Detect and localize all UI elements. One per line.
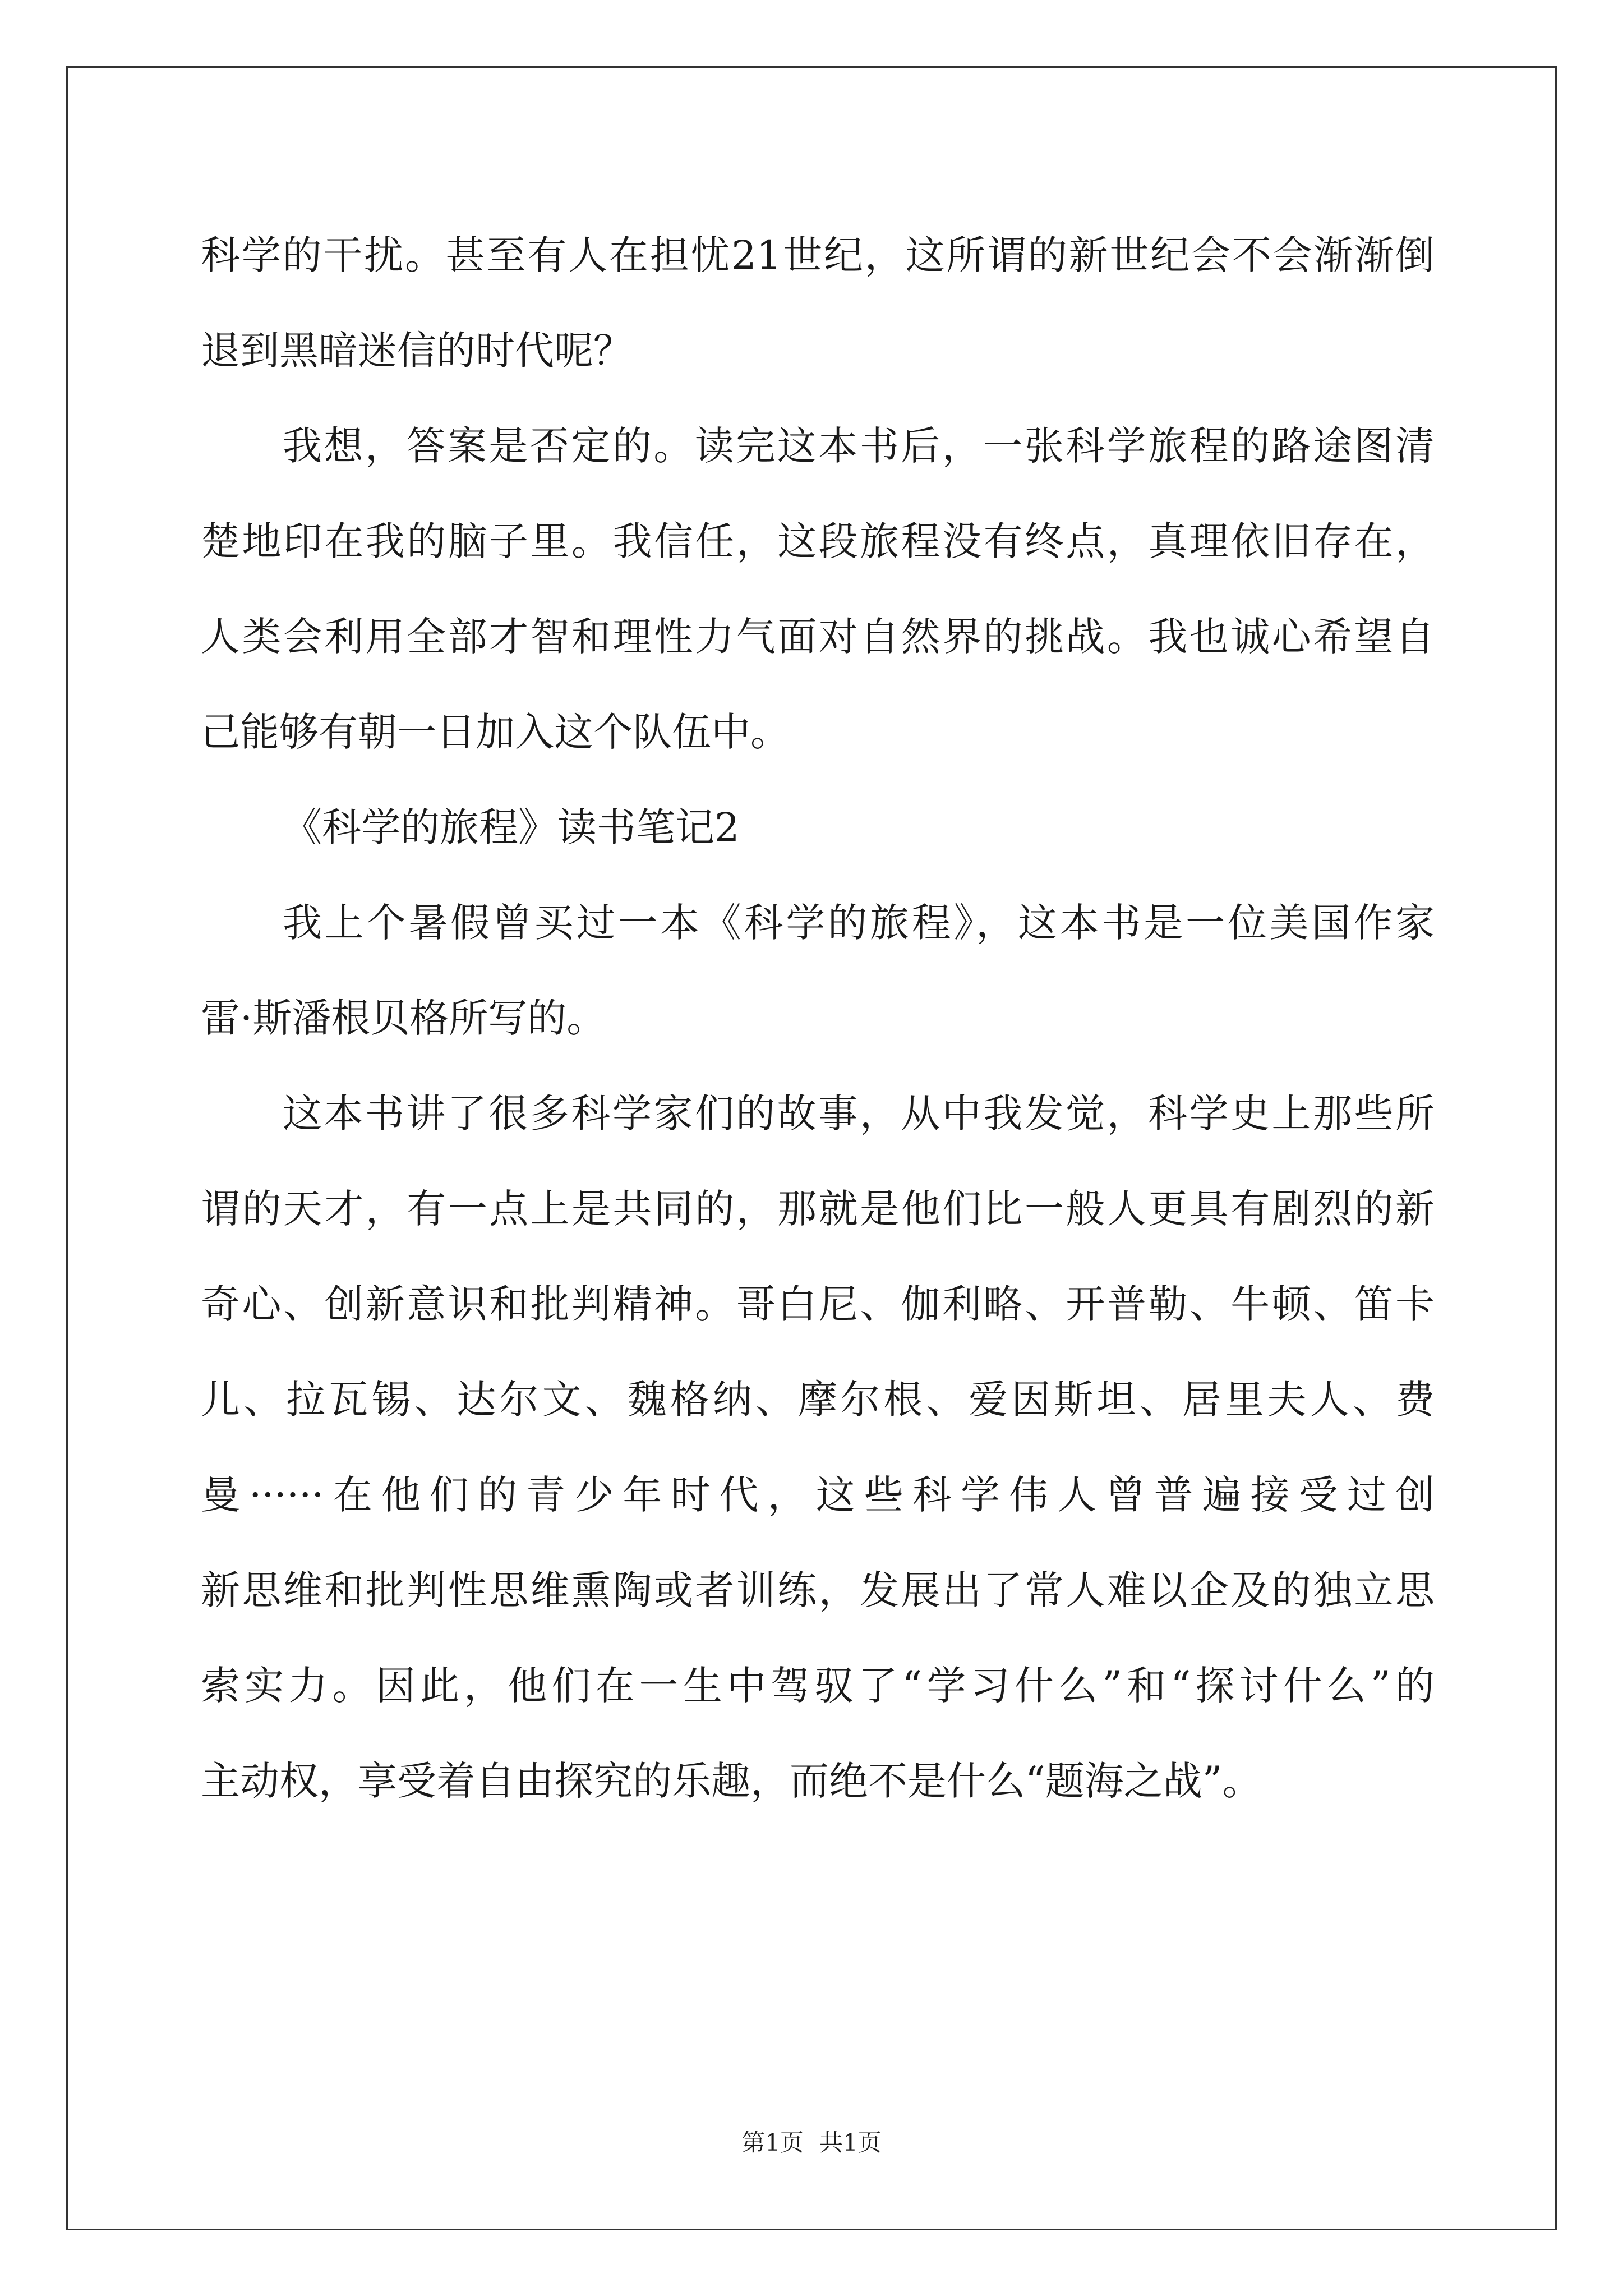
text-line: 儿、拉瓦锡、达尔文、魏格纳、摩尔根、爱因斯坦、居里夫人、费 [201, 1377, 1435, 1423]
section-heading: 《科学的旅程》读书笔记2 [283, 804, 740, 850]
paragraph-first-line: 这本书讲了很多科学家们的故事，从中我发觉，科学史上那些所 [283, 1091, 1435, 1137]
text-line: 曼······在他们的青少年时代，这些科学伟人曾普遍接受过创 [201, 1472, 1435, 1518]
page-footer [0, 2126, 1623, 2160]
document-body [201, 208, 1435, 1829]
text-line: 主动权，享受着自由探究的乐趣，而绝不是什么“题海之战”。 [201, 1758, 1262, 1804]
text-line: 科学的干扰。甚至有人在担忧21世纪，这所谓的新世纪会不会渐渐倒 [201, 232, 1435, 278]
text-line: 雷·斯潘根贝格所写的。 [201, 995, 606, 1041]
page-number: 第1页 [741, 2129, 804, 2156]
text-line: 楚地印在我的脑子里。我信任，这段旅程没有终点，真理依旧存在， [201, 518, 1435, 564]
text-line: 奇心、创新意识和批判精神。哥白尼、伽利略、开普勒、牛顿、笛卡 [201, 1281, 1435, 1327]
text-line: 己能够有朝一日加入这个队伍中。 [201, 709, 790, 755]
text-line: 新思维和批判性思维熏陶或者训练，发展出了常人难以企及的独立思 [201, 1567, 1435, 1613]
text-line: 人类会利用全部才智和理性力气面对自然界的挑战。我也诚心希望自 [201, 614, 1435, 660]
paragraph-first-line: 我上个暑假曾买过一本《科学的旅程》，这本书是一位美国作家 [283, 900, 1435, 946]
text-line: 索实力。因此，他们在一生中驾驭了“学习什么”和“探讨什么”的 [201, 1663, 1435, 1709]
text-line: 谓的天才，有一点上是共同的，那就是他们比一般人更具有剧烈的新 [201, 1186, 1435, 1232]
text-line: 退到黑暗迷信的时代呢？ [201, 328, 633, 374]
page-total: 共1页 [819, 2129, 882, 2156]
paragraph-first-line: 我想，答案是否定的。读完这本书后，一张科学旅程的路途图清 [283, 423, 1435, 469]
